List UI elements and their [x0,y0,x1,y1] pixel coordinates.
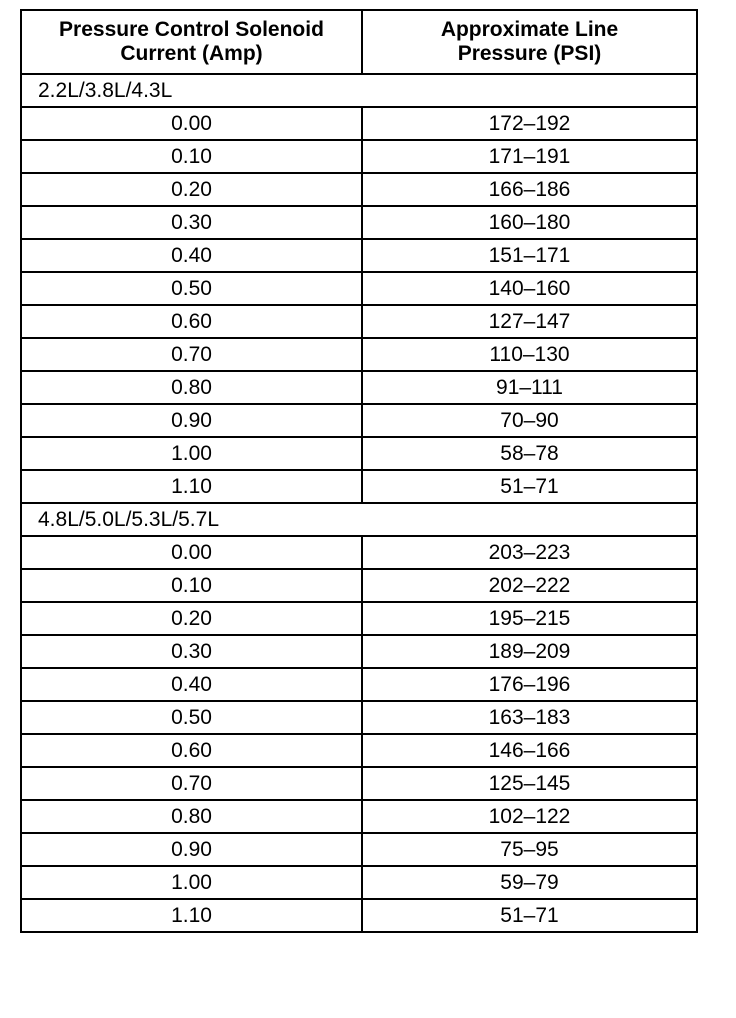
current-cell: 0.20 [21,173,362,206]
table-row [21,272,697,305]
table-row [21,569,697,602]
current-cell: 0.60 [21,305,362,338]
current-cell: 0.00 [21,107,362,140]
current-cell: 0.90 [21,404,362,437]
pressure-cell: 171–191 [362,140,697,173]
current-header-line-1: Pressure Control Solenoid [59,18,324,41]
pressure-cell: 176–196 [362,668,697,701]
current-cell: 0.80 [21,800,362,833]
pressure-header-line-1: Approximate Line [440,18,619,41]
current-cell: 0.80 [21,371,362,404]
current-cell: 0.10 [21,569,362,602]
table-row [21,371,697,404]
table-row [21,701,697,734]
table-row [21,734,697,767]
pressure-cell: 127–147 [362,305,697,338]
current-cell: 0.50 [21,701,362,734]
table-row [21,767,697,800]
pressure-cell: 110–130 [362,338,697,371]
engine-group-row [21,503,697,536]
current-cell: 0.20 [21,602,362,635]
pressure-cell: 70–90 [362,404,697,437]
current-cell: 0.30 [21,635,362,668]
table-row [21,635,697,668]
pressure-cell: 51–71 [362,899,697,932]
table-row [21,536,697,569]
table-row [21,470,697,503]
pressure-column-header [362,10,697,74]
current-cell: 0.60 [21,734,362,767]
current-cell: 0.70 [21,338,362,371]
current-cell: 0.10 [21,140,362,173]
engine-group-label: 2.2L/3.8L/4.3L [21,74,697,107]
pressure-cell: 166–186 [362,173,697,206]
table-row [21,140,697,173]
table-row [21,338,697,371]
pressure-cell: 75–95 [362,833,697,866]
current-cell: 0.50 [21,272,362,305]
pressure-cell: 189–209 [362,635,697,668]
pressure-cell: 172–192 [362,107,697,140]
table-row [21,404,697,437]
current-column-header [21,10,362,74]
pressure-cell: 151–171 [362,239,697,272]
current-cell: 0.00 [21,536,362,569]
pressure-cell: 59–79 [362,866,697,899]
current-cell: 0.40 [21,668,362,701]
engine-group-row [21,74,697,107]
current-cell: 0.30 [21,206,362,239]
pressure-cell: 91–111 [362,371,697,404]
current-cell: 1.00 [21,437,362,470]
pressure-cell: 203–223 [362,536,697,569]
current-header-line-2: Current (Amp) [120,42,263,65]
pressure-header-line-2: Pressure (PSI) [457,42,602,65]
table-row [21,800,697,833]
pressure-cell: 146–166 [362,734,697,767]
table-row [21,866,697,899]
table-row [21,239,697,272]
current-cell: 0.90 [21,833,362,866]
table-row [21,206,697,239]
pressure-table [20,9,698,933]
pressure-cell: 140–160 [362,272,697,305]
pressure-cell: 125–145 [362,767,697,800]
pressure-cell: 58–78 [362,437,697,470]
current-cell: 1.10 [21,899,362,932]
table-row [21,668,697,701]
pressure-cell: 160–180 [362,206,697,239]
pressure-cell: 51–71 [362,470,697,503]
current-cell: 0.70 [21,767,362,800]
engine-group-label: 4.8L/5.0L/5.3L/5.7L [21,503,697,536]
pressure-cell: 163–183 [362,701,697,734]
pressure-cell: 195–215 [362,602,697,635]
table-row [21,305,697,338]
current-cell: 0.40 [21,239,362,272]
table-row [21,107,697,140]
table-row [21,899,697,932]
pressure-cell: 102–122 [362,800,697,833]
table-body [21,74,697,932]
table-row [21,173,697,206]
pressure-cell: 202–222 [362,569,697,602]
table-row [21,437,697,470]
header-row [21,10,697,74]
table-row [21,602,697,635]
table-row [21,833,697,866]
current-cell: 1.00 [21,866,362,899]
current-cell: 1.10 [21,470,362,503]
